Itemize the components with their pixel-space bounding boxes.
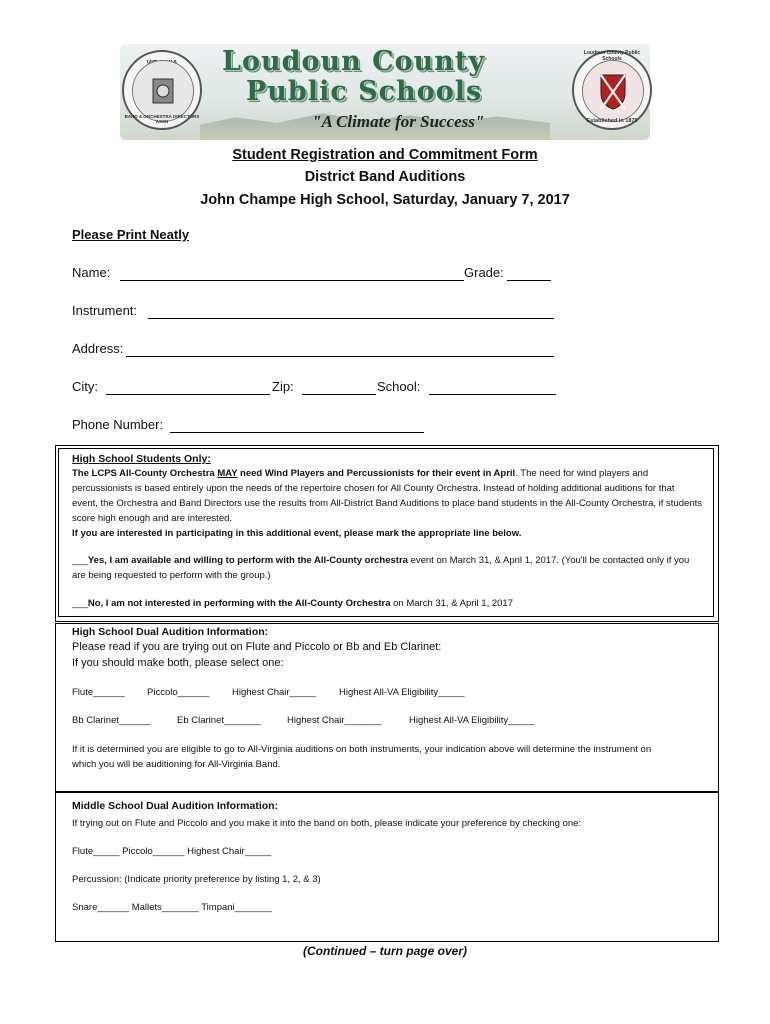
no-rest: on March 31, & April 1, 2017 xyxy=(390,598,514,609)
yes-bold: Yes, I am available and willing to perform with the All-County orchestra xyxy=(87,555,408,566)
hs-only-may: MAY xyxy=(217,468,238,479)
phone-field[interactable] xyxy=(170,432,424,433)
form-title: Student Registration and Commitment Form xyxy=(232,147,538,163)
crest-icon xyxy=(583,61,643,121)
hs-only-yes-option[interactable] xyxy=(72,553,702,583)
hs-dual-note: If it is determined you are eligible to go to All-Virginia auditions on both instruments, your indication above will determine the instrument on which you will be auditioning for All-Virginia Band. xyxy=(72,744,652,770)
event-title: District Band Auditions xyxy=(304,169,466,185)
lcps-seal-crest xyxy=(582,60,644,122)
phone-label: Phone Number: xyxy=(72,417,164,432)
name-field[interactable] xyxy=(120,280,464,281)
hs-only-p1-last: If you are interested in participating in this additional event, please mark the appropriate line below. xyxy=(72,528,522,539)
hs-dual-allva-2[interactable]: Highest All-VA Eligibility_____ xyxy=(409,715,535,726)
ms-dual-flute-row[interactable]: Flute_____ Piccolo______ Highest Chair_____ xyxy=(72,846,272,857)
seal-emblem xyxy=(132,60,194,122)
school-label: School: xyxy=(377,379,421,394)
hs-only-heading: High School Students Only: xyxy=(72,453,211,465)
yes-rest: event on March 31, & April 1, 2017. (You'll be contacted only if you are being requested to perform with the group.) xyxy=(72,555,690,581)
hs-only-p1-bold-a: The LCPS All-County Orchestra xyxy=(72,468,218,479)
district-name-line1: Loudoun County xyxy=(222,46,486,77)
hs-only-paragraph xyxy=(72,466,702,541)
seal-text-bottom: BAND & ORCHESTRA DIRECTORS ASSN xyxy=(124,114,200,124)
instrument-field[interactable] xyxy=(148,318,554,319)
ms-dual-box xyxy=(55,791,719,942)
shield-icon xyxy=(133,61,193,121)
print-instructions: Please Print Neatly xyxy=(72,227,190,242)
hs-dual-eb-clarinet[interactable]: Eb Clarinet_______ xyxy=(177,715,261,726)
hs-only-no-option[interactable] xyxy=(72,596,702,611)
ms-dual-percussion: Percussion: (Indicate priority preference by listing 1, 2, & 3) xyxy=(72,874,321,885)
lcps-seal-text: Loudoun County Public Schools xyxy=(583,50,641,62)
zip-field[interactable] xyxy=(302,394,376,395)
instrument-label: Instrument: xyxy=(72,303,138,318)
ms-dual-heading: Middle School Dual Audition Information: xyxy=(72,800,279,812)
hs-dual-heading: High School Dual Audition Information: xyxy=(72,626,269,638)
grade-label: Grade: xyxy=(464,265,504,280)
grade-field[interactable] xyxy=(507,280,551,281)
zip-label: Zip: xyxy=(272,379,294,394)
hs-dual-highest-chair-1[interactable]: Highest Chair_____ xyxy=(232,687,316,698)
hs-only-p1-rest: . The need for wind players and percussionists is based entirely upon the needs of the repertoire chosen for All County Orchestra. Instead of holding additional auditions for that event, the Orchestra and Band Directors use the results from All-District Band Auditions to place band students in the All-County Orchestra, if students score high enough and are interested. xyxy=(72,468,702,524)
lcps-seal-established: Established in 1870 xyxy=(586,118,638,124)
hs-dual-piccolo[interactable]: Piccolo______ xyxy=(147,687,210,698)
hs-dual-flute[interactable]: Flute______ xyxy=(72,687,125,698)
city-label: City: xyxy=(72,379,98,394)
hs-dual-bb-clarinet[interactable]: Bb Clarinet______ xyxy=(72,715,151,726)
ms-dual-percussion-row[interactable]: Snare______ Mallets_______ Timpani_______ xyxy=(72,902,272,913)
hs-dual-allva-1[interactable]: Highest All-VA Eligibility_____ xyxy=(339,687,465,698)
name-label: Name: xyxy=(72,265,111,280)
yes-blank[interactable]: ___ xyxy=(72,555,88,566)
location-date: John Champe High School, Saturday, January 7, 2017 xyxy=(200,192,570,208)
address-label: Address: xyxy=(72,341,124,356)
hs-dual-line1: Please read if you are trying out on Flute and Piccolo or Bb and Eb Clarinet: xyxy=(72,641,442,653)
lcps-seal xyxy=(572,50,652,130)
band-orchestra-seal xyxy=(122,50,202,130)
no-bold: No, I am not interested in performing with the All-County Orchestra xyxy=(87,598,391,609)
address-field[interactable] xyxy=(126,356,554,357)
hs-dual-highest-chair-2[interactable]: Highest Chair_______ xyxy=(287,715,382,726)
continued-note: (Continued – turn page over) xyxy=(302,944,467,958)
tagline: "A Climate for Success" xyxy=(312,112,485,131)
hs-dual-line2: If you should make both, please select one: xyxy=(72,657,284,669)
no-blank[interactable]: ___ xyxy=(72,598,88,609)
city-field[interactable] xyxy=(106,394,270,395)
district-name-line2: Public Schools xyxy=(246,76,483,107)
ms-dual-line1: If trying out on Flute and Piccolo and you make it into the band on both, please indicate your preference by checking one: xyxy=(72,818,582,829)
school-field[interactable] xyxy=(429,394,556,395)
hs-only-p1-bold-b: need Wind Players and Percussionists for their event in April xyxy=(237,468,516,479)
